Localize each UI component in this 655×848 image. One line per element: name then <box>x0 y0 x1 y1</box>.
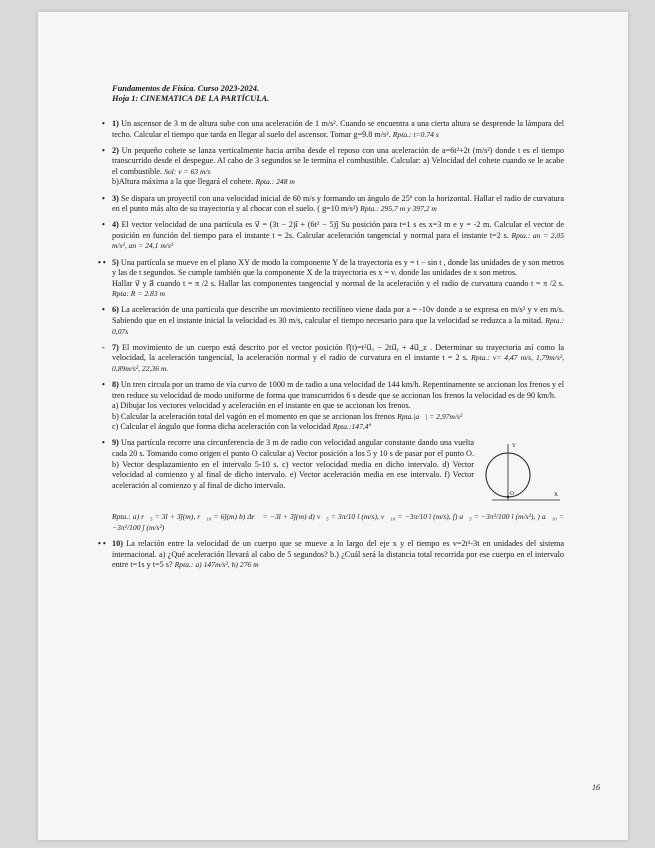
problem-number: 1) <box>112 119 119 128</box>
problem-6 <box>102 305 565 337</box>
problem-text: Un tren circula por un tramo de vía curvo de 1000 m de radio a una velocidad de 144 km/h. Repentinamente se accionan los frenos y el tren reduce su velocidad de modo uniforme de forma que transcurridos 6 s desde que se accionan los frenos la velocidad es de 90 km/h. <box>112 379 564 400</box>
problem-sub-answer: Rpta.: 248 m <box>255 177 295 187</box>
problem-3 <box>102 193 564 215</box>
problem-10 <box>98 539 564 571</box>
problem-bullet: - <box>102 342 105 352</box>
problem-9 <box>102 438 564 533</box>
problem-subquestion: b)Altura máxima a la que llegará el cohete. <box>112 177 254 187</box>
problem-bullet: • <box>102 220 105 230</box>
problem-subquestion: c) Calcular el ángulo que forma dicha aceleración con la velocidad <box>112 422 331 432</box>
origin-point <box>507 496 509 498</box>
document-page <box>38 12 628 840</box>
problem-text: Una partícula recorre una circunferencia de 3 m de radio con velocidad angular constante dando una vuelta cada 20 s. Tomando como origen el punto O calcular a) Vector posición a los 5 y 10 s de pasar por el punto O. b) Vector desplazamiento en el intervalo 5-10 s. c) vector velocidad media en dicho intervalo. d) Vector velocidad al comienzo y al final de dicho intervalo. e) Vector aceleración media en ese intervalo. f) Vector aceleración al comienzo y al final de dicho intervalo. <box>112 438 474 490</box>
problem-number: 10) <box>112 539 123 549</box>
circle-trajectory-figure <box>484 438 564 512</box>
problem-text: La aceleración de una partícula que describe un movimiento rectilíneo viene dada por a = -10v donde a se expresa en m/s² y v en m/s. Sabiendo que en el instante inicial la velocidad es 30 m/s, calcular el tiempo necesario para que la velocidad se reduzca a la mitad. <box>112 305 565 325</box>
sheet-title: Hoja 1: CINEMATICA DE LA PARTÍCULA. <box>112 94 270 103</box>
problem-sub-answer: Rpta.:147,4º <box>332 422 371 432</box>
problem-bullet: • • <box>98 257 106 267</box>
problem-number: 8) <box>112 379 119 389</box>
problem-bullet: • <box>102 193 105 203</box>
problem-number: 3) <box>112 193 119 203</box>
problem-number: 6) <box>112 305 119 315</box>
problem-subquestion: Hallar v⃗ y a⃗ cuando t = π /2 s. Hallar las componentes tangencial y normal de la aceleración y el radio de curvatura cuando t = π /2 s. <box>112 278 564 288</box>
problem-number: 5) <box>112 257 119 267</box>
problem-number: 9) <box>112 438 119 448</box>
problem-7 <box>102 342 564 375</box>
problem-text: El vector velocidad de una partícula es v⃗ = (3t − 2)î + (6t² − 5)ĵ Su posición para t=1 s es x=3 m e y = -2 m. Calcular el vector de posición en función del tiempo para el instante t = 2s. Calcular aceleración tangencial y normal para el instante t=2 s. <box>112 220 564 240</box>
problem-8 <box>102 379 564 433</box>
problem-sub-answer: Rpta: R = 2.83 m <box>112 289 166 299</box>
problem-text: Un ascensor de 3 m de altura sube con una aceleración de 1 m/s². Cuando se encuentra a una cierta altura se desprende la lámpara del techo. Calcular el tiempo que tarda en llegar al suelo del ascensor. Tomar g=9.8 m/s². <box>112 119 564 139</box>
problem-answer: Rpta.: 295,7 m y 397,2 m <box>360 204 437 214</box>
problem-text: El movimiento de un cuerpo está descrito por el vector posición r⃗(t)=t²u⃗ₓ − 2tu⃗ᵧ + 4u⃗_z . Determinar su trayectoria así como la velocidad, la aceleración tangencial, la aceleración normal y el radio de curvatura en el instante t = 2 s. <box>112 342 564 363</box>
document-content <box>98 84 565 571</box>
problem-bullet: • <box>102 119 105 128</box>
problem-sub-answer: Rpta.|a⃗| = 2,97m/s² <box>397 411 463 421</box>
problem-answer: Rpta.: t=0.74 s <box>392 129 439 139</box>
problem-subquestion: a) Dibujar los vectores velocidad y aceleración en el instante en que se accionan los frenos. <box>112 401 411 411</box>
problem-answer: Rpta.: an = 2,05 m/s², an = 24,1 m/s² <box>112 230 564 251</box>
problem-subquestion: b) Calcular la aceleración total del vagón en el momento en que se accionan los frenos <box>112 411 396 421</box>
problem-text: Se dispara un proyectil con una velocidad inicial de 60 m/s y formando un ángulo de 25º con la horizontal. Hallar el radio de curvatura en el punto más alto de su trayectoria y al chocar con el suelo. ( g=10 m/s²) <box>112 193 564 214</box>
x-axis-label: X <box>554 492 558 499</box>
problem-2 <box>102 145 564 188</box>
problem-number: 2) <box>112 145 119 155</box>
problem-text: La relación entre la velocidad de un cuerpo que se mueve a lo largo del eje x y el tiempo es v=2t³-3t en unidades del sistema internacional. a) ¿Qué aceleración llevará al cabo de 5 segundos? b.) ¿Cuál será la distancia total recorrida por ese cuerpo en el intervalo entre t=1s y t=5 s? <box>112 539 564 570</box>
problem-answer: Rpta.: 0,07s <box>112 316 565 336</box>
y-axis-label: Y <box>512 443 516 450</box>
problem-text: Un pequeño cohete se lanza verticalmente hacia arriba desde el reposo con una aceleración de a=6t²+2t (m/s²) donde t es el tiempo transcurrido desde el despegue. Al cabo de 3 segundos se le termina el combustible. Calcular: a) Velocidad del cohete cuando se le acabe el combustible. <box>112 145 564 176</box>
origin-label: O <box>510 491 514 498</box>
problem-answer: Rpta.: a) r⃗₅ = 3î + 3ĵ(m), r⃗₁₀ = 6ĵ(m) b) Δr⃗ = −3î + 3ĵ(m) d) v⃗₅ = 3π/10 î (m/s), v⃗₁₀ = −3π/10 î (m/s), f) a⃗₅ = −3π²/100 î (m/s²), ) a⃗₁₀ = −3π²/100 ĵ (m/s²) <box>112 512 564 533</box>
problem-4 <box>102 220 564 252</box>
problem-5 <box>98 257 564 300</box>
problem-text: Una partícula se mueve en el plano XY de modo la componente Y de la trayectoria es y = t − sin t , donde las unidades de y son metros y las de t segundos. Se cumple también que la componente X de la trayectoria es x = vᵣ donde las unidades de x son metros. <box>112 257 564 278</box>
problem-bullet: • <box>102 438 105 448</box>
problem-bullet: • <box>102 305 105 315</box>
problem-bullet: • <box>102 379 105 389</box>
problem-answer: Sol: v = 63 m/s <box>164 166 211 176</box>
problem-number: 7) <box>112 342 119 352</box>
problem-1 <box>102 119 564 140</box>
problem-bullet: • <box>102 145 105 155</box>
problem-answer: Rpta.: a) 147m/s², b) 276 m <box>174 560 259 570</box>
problem-bullet: • • <box>98 539 106 549</box>
problem-number: 4) <box>112 220 119 230</box>
course-title: Fundamentos de Física. Curso 2023-2024. <box>112 84 260 93</box>
page-number: 16 <box>592 783 600 792</box>
problem-answer: Rpta.: v= 4,47 m/s, 1,79m/s², 0,89m/s², 22,36 m. <box>112 353 564 373</box>
